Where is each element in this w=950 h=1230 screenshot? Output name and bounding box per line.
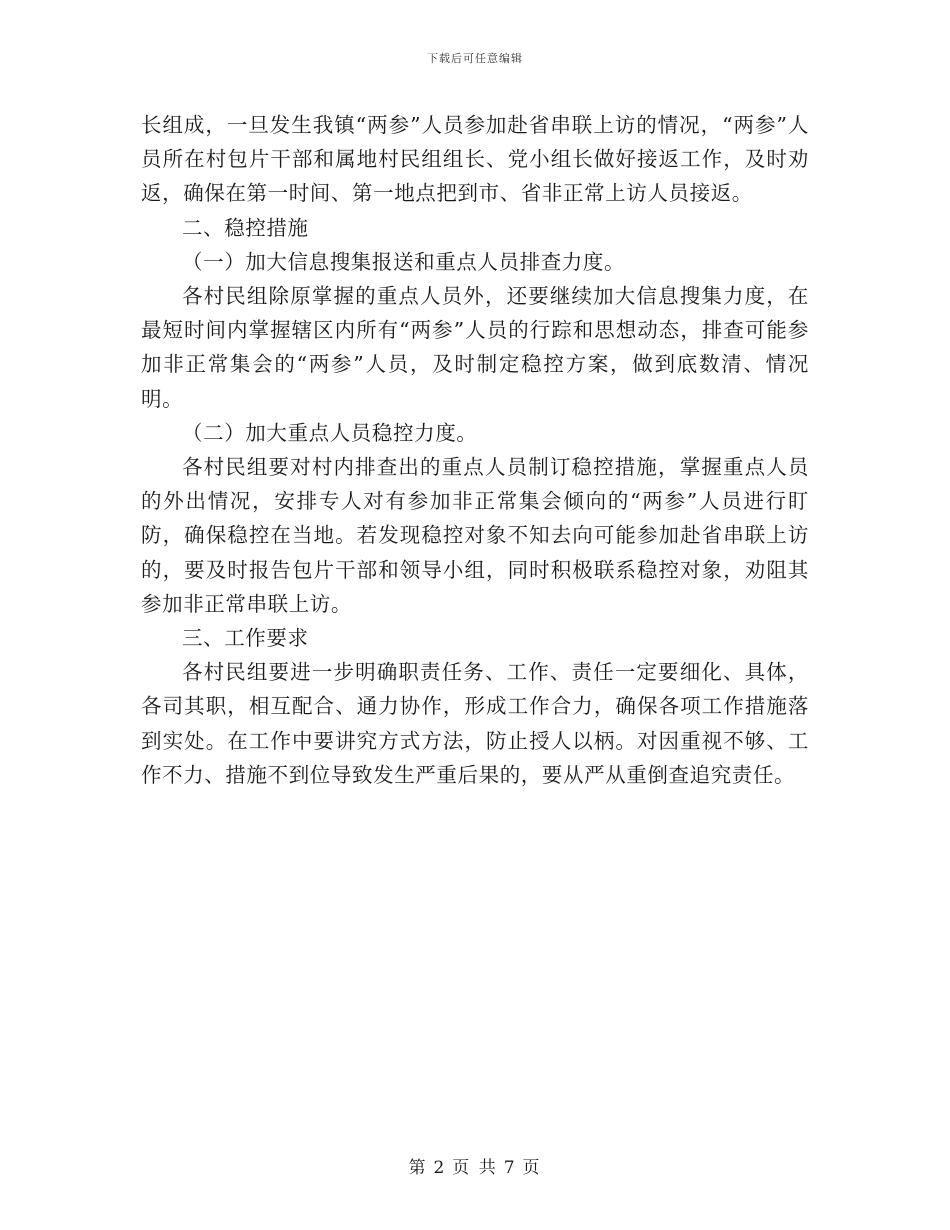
footer-page-number: 2 [433,1158,447,1178]
paragraph: 各村民组除原掌握的重点人员外，还要继续加大信息搜集力度，在最短时间内掌握辖区内所有“两参”人员的行踪和思想动态，排查可能参加非正常集会的“两参”人员，及时制定稳控方案，做到底数清、情况明。 [141,284,809,411]
footer-middle: 页 共 [452,1158,498,1178]
paragraph: 长组成，一旦发生我镇“两参”人员参加赴省串联上访的情况，“两参”人员所在村包片干部和属地村民组组长、党小组长做好接返工作，及时劝返，确保在第一时间、第一地点把到市、省非正常上访人员接返。 [141,113,809,206]
paragraph: 各村民组要进一步明确职责任务、工作、责任一定要细化、具体，各司其职，相互配合、通力协作，形成工作合力，确保各项工作措施落到实处。在工作中要讲究方式方法，防止授人以柄。对因重视不够、工作不力、措施不到位导致发生严重后果的，要从严从重倒查追究责任。 [141,660,809,787]
section-heading: 二、稳控措施 [182,215,309,240]
paragraph: 各村民组要对村内排查出的重点人员制订稳控措施，掌握重点人员的外出情况，安排专人对有参加非正常集会倾向的“两参”人员进行盯防，确保稳控在当地。若发现稳控对象不知去向可能参加赴省串联上访的，要及时报告包片干部和领导小组，同时积极联系稳控对象，劝阻其参加非正常串联上访。 [141,455,809,616]
page-number-footer [0,1153,950,1178]
footer-suffix: 页 [522,1158,542,1178]
subsection-heading: （一）加大信息搜集报送和重点人员排查力度。 [182,249,626,274]
footer-total-pages: 7 [503,1158,517,1178]
subsection-heading: （二）加大重点人员稳控力度。 [182,420,478,445]
section-heading: 三、工作要求 [182,626,309,651]
document-body [141,108,809,792]
footer-prefix: 第 [408,1158,428,1178]
page-header-note: 下载后可任意编辑 [427,52,523,65]
